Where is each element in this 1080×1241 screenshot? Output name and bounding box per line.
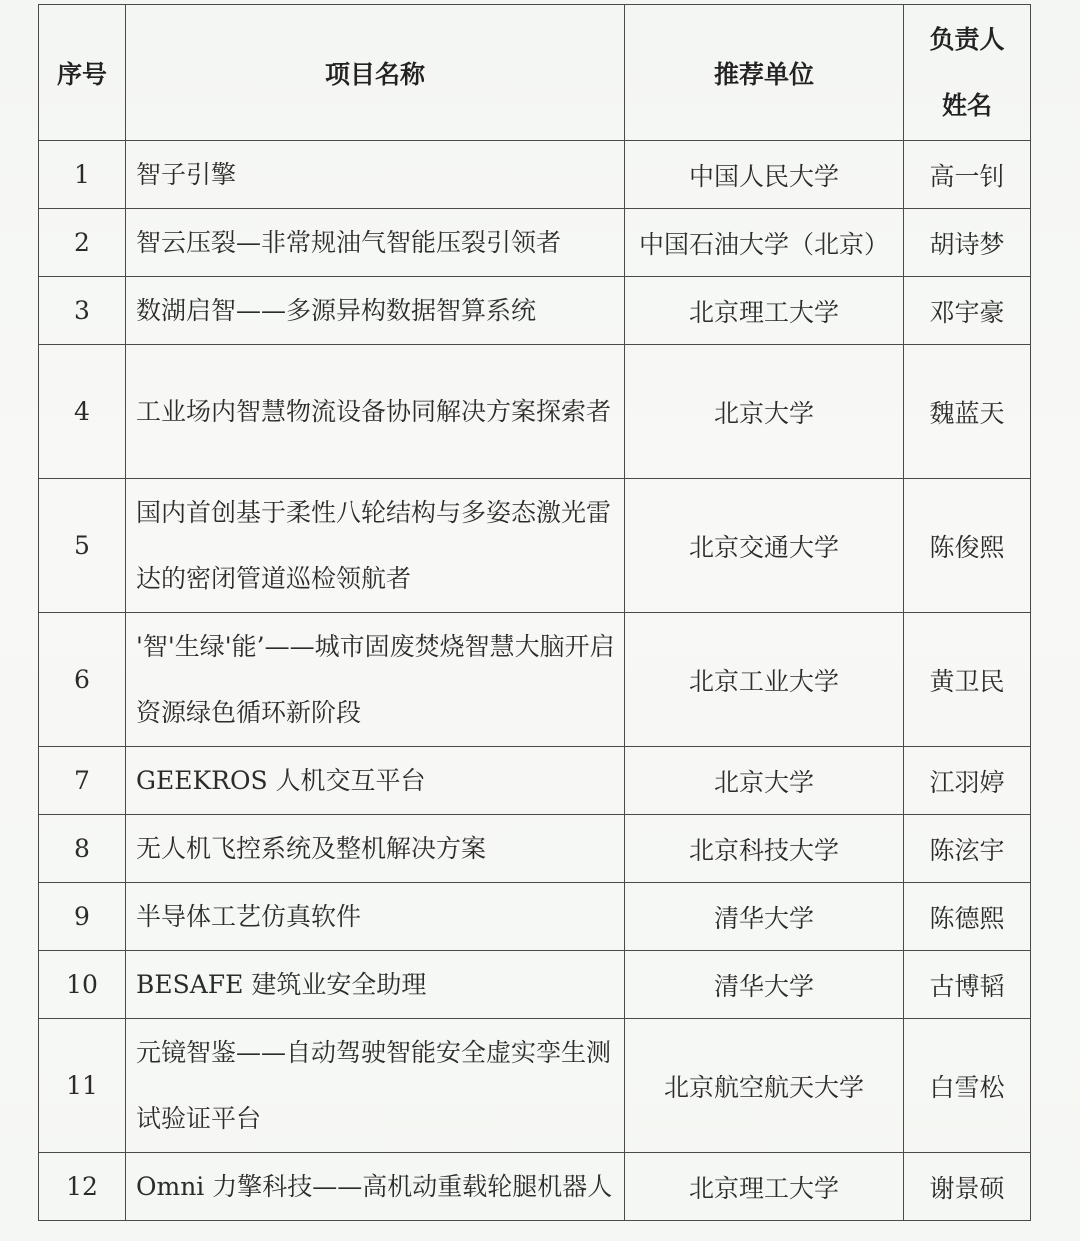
cell-person: 魏蓝天	[904, 345, 1031, 479]
table-row	[39, 277, 1031, 345]
table-row	[39, 209, 1031, 277]
cell-no: 12	[39, 1153, 126, 1221]
cell-unit: 北京理工大学	[625, 1153, 904, 1221]
cell-project-name: 半导体工艺仿真软件	[126, 883, 625, 951]
table-header-row	[39, 5, 1031, 141]
cell-no: 5	[39, 479, 126, 613]
cell-project-name: 智子引擎	[126, 141, 625, 209]
cell-person: 邓宇豪	[904, 277, 1031, 345]
header-recommending-unit: 推荐单位	[625, 5, 904, 141]
cell-no: 7	[39, 747, 126, 815]
cell-unit: 北京大学	[625, 747, 904, 815]
header-person-line2: 姓名	[941, 90, 992, 120]
cell-no: 11	[39, 1019, 126, 1153]
cell-person: 谢景硕	[904, 1153, 1031, 1221]
cell-no: 2	[39, 209, 126, 277]
table-row	[39, 345, 1031, 479]
table-row	[39, 1153, 1031, 1221]
cell-project-name: BESAFE 建筑业安全助理	[126, 951, 625, 1019]
table-row	[39, 1019, 1031, 1153]
cell-unit: 清华大学	[625, 951, 904, 1019]
table-row	[39, 479, 1031, 613]
header-person-in-charge	[904, 5, 1031, 141]
cell-project-name: 数湖启智——多源异构数据智算系统	[126, 277, 625, 345]
table-row	[39, 951, 1031, 1019]
cell-unit: 北京科技大学	[625, 815, 904, 883]
cell-no: 6	[39, 613, 126, 747]
cell-unit: 北京工业大学	[625, 613, 904, 747]
cell-project-name: 无人机飞控系统及整机解决方案	[126, 815, 625, 883]
cell-no: 9	[39, 883, 126, 951]
cell-project-name: '智'生绿'能’——城市固废焚烧智慧大脑开启资源绿色循环新阶段	[126, 613, 625, 747]
cell-person: 古博韬	[904, 951, 1031, 1019]
cell-person: 白雪松	[904, 1019, 1031, 1153]
cell-project-name: Omni 力擎科技——高机动重载轮腿机器人	[126, 1153, 625, 1221]
cell-unit: 北京交通大学	[625, 479, 904, 613]
cell-project-name: 国内首创基于柔性八轮结构与多姿态激光雷达的密闭管道巡检领航者	[126, 479, 625, 613]
cell-person: 陈德熙	[904, 883, 1031, 951]
cell-unit: 北京理工大学	[625, 277, 904, 345]
cell-unit: 中国石油大学（北京）	[625, 209, 904, 277]
cell-project-name: 元镜智鉴——自动驾驶智能安全虚实孪生测试验证平台	[126, 1019, 625, 1153]
cell-project-name: GEEKROS 人机交互平台	[126, 747, 625, 815]
header-person-line1: 负责人	[929, 24, 1005, 54]
project-table	[38, 4, 1031, 1221]
table-row	[39, 747, 1031, 815]
header-no: 序号	[39, 5, 126, 141]
cell-no: 4	[39, 345, 126, 479]
cell-person: 陈俊熙	[904, 479, 1031, 613]
cell-no: 1	[39, 141, 126, 209]
cell-unit: 清华大学	[625, 883, 904, 951]
cell-person: 江羽婷	[904, 747, 1031, 815]
cell-no: 3	[39, 277, 126, 345]
cell-person: 高一钊	[904, 141, 1031, 209]
cell-unit: 北京大学	[625, 345, 904, 479]
cell-project-name: 工业场内智慧物流设备协同解决方案探索者	[126, 345, 625, 479]
cell-unit: 北京航空航天大学	[625, 1019, 904, 1153]
cell-person: 胡诗梦	[904, 209, 1031, 277]
table-row	[39, 815, 1031, 883]
cell-no: 8	[39, 815, 126, 883]
table-row	[39, 613, 1031, 747]
table-row	[39, 141, 1031, 209]
cell-project-name: 智云压裂—非常规油气智能压裂引领者	[126, 209, 625, 277]
cell-unit: 中国人民大学	[625, 141, 904, 209]
cell-person: 陈泫宇	[904, 815, 1031, 883]
cell-person: 黄卫民	[904, 613, 1031, 747]
header-project-name: 项目名称	[126, 5, 625, 141]
cell-no: 10	[39, 951, 126, 1019]
table-row	[39, 883, 1031, 951]
